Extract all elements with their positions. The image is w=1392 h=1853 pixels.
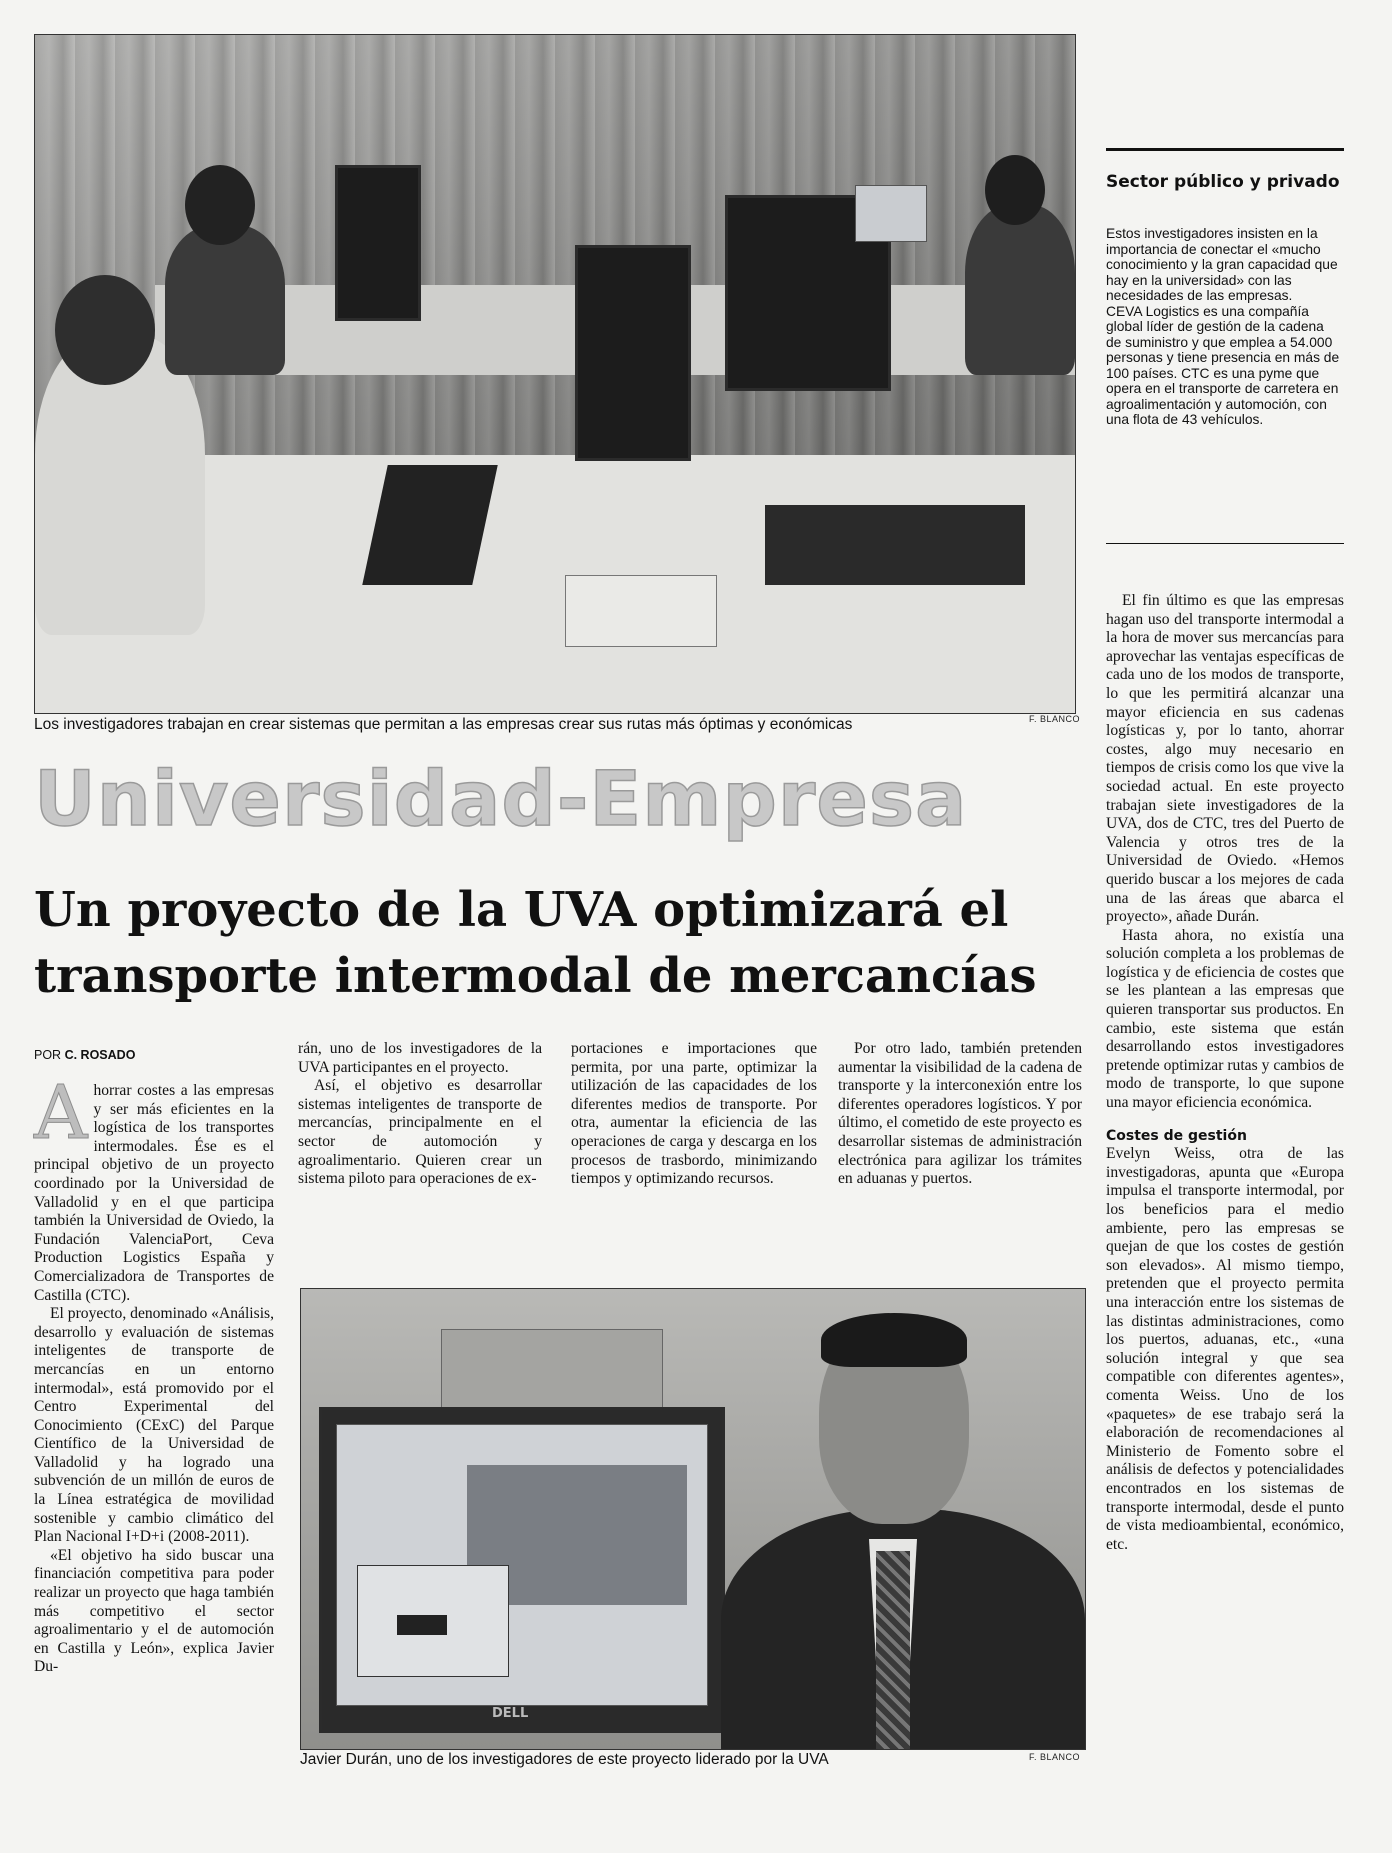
top-photo xyxy=(34,34,1076,714)
byline-prefix: POR xyxy=(34,1048,62,1062)
paragraph: «El objetivo ha sido buscar una financiación competitiva para poder realizar un proyecto que haga también más competitivo el sector agroalimentario y el de automoción en Castilla y León», explica Javier Du- xyxy=(34,1546,274,1676)
sidebar-text xyxy=(1106,226,1342,428)
body-column-4 xyxy=(838,1040,1082,1189)
sidebar-paragraph: Estos investigadores insisten en la importancia de conectar el «mucho conocimiento y la gran capacidad que hay en la universidad» con las necesidades de las empresas. xyxy=(1106,226,1338,303)
monitor-brand: DELL xyxy=(492,1706,529,1721)
body-column-5 xyxy=(1106,592,1344,1554)
body-column-1 xyxy=(34,1070,274,1677)
paragraph: El fin último es que las empresas hagan uso del transporte intermodal a la hora de mover sus mercancías para aprovechar las ventajas específicas de cada uno de los modos de transporte, lo que les permitirá alcanzar una mayor eficiencia en sus cadenas logísticas y, por lo tanto, ahorrar costes, algo muy necesario en tiempos de crisis como los que vive la sociedad actual. En este proyecto trabajan siete investigadores de la UVA, dos de CTC, tres del Puerto de Valencia y otros tres de la Universidad de Oviedo. «Hemos querido buscar a los mejores de cada una de las áreas que abarca el proyecto», añade Durán. xyxy=(1106,592,1344,926)
paragraph: Ahorrar costes a las empresas y ser más eficientes en la logística de los transportes intermodales. Ése es el principal objetivo de un proyecto coordinado por la Universidad de Valladolid y en el que participa también la Universidad de Oviedo, la Fundación ValenciaPort, Ceva Production Logistics España y Comercializadora de Transportes de Castilla (CTC). xyxy=(34,1070,274,1304)
bottom-photo xyxy=(300,1288,1086,1750)
top-photo-credit: F. BLANCO xyxy=(1029,714,1081,724)
headline-line-1: Un proyecto de la UVA optimizará el xyxy=(34,882,1009,938)
drop-cap: A xyxy=(34,1070,88,1156)
byline-author: C. ROSADO xyxy=(64,1048,136,1062)
byline xyxy=(34,1048,135,1062)
headline-line-2: transporte intermodal de mercancías xyxy=(34,948,1037,1004)
paragraph: Evelyn Weiss, otra de las investigadoras, apunta que «Europa impulsa el transporte intermodal, por los beneficios para el medio ambiente, pero las empresas se quejan de que los costes de gestión son elevados». Al mismo tiempo, pretenden que el proyecto permita una interacción entre los sistemas de las distintas administraciones, como los puertos, aduanas, etc., «una solución integral y que sea compatible con diferentes agentes», comenta Weiss. Uno de los «paquetes» de ese trabajo será la elaboración de recomendaciones al Ministerio de Fomento sobre el análisis de defectos y potencialidades encontrados en los sistemas de transporte intermodal, desde el punto de vista medioambiental, económico, etc. xyxy=(1106,1145,1344,1553)
bottom-photo-credit: F. BLANCO xyxy=(1029,1752,1081,1762)
sidebar-paragraph: CEVA Logistics es una compañía global líder de gestión de la cadena de suministro y que emplea a 54.000 personas y tiene presencia en más de 100 países. CTC es una pyme que opera en el transporte de carretera en agroalimentación y automoción, con una flota de 43 vehículos. xyxy=(1106,303,1340,427)
paragraph: Hasta ahora, no existía una solución completa a los problemas de logística y de eficiencia de costes que se les plantean a las empresas que quieren transportar sus productos. En cambio, este sistema que están desarrollando estos investigadores pretende optimizar rutas y cambios de modo de transporte, lo que supone una mayor eficiencia económica. xyxy=(1106,926,1344,1112)
body-column-3 xyxy=(571,1040,817,1189)
monitor xyxy=(319,1407,725,1733)
paragraph: rán, uno de los investigadores de la UVA participantes en el proyecto. xyxy=(298,1040,542,1076)
body-column-2 xyxy=(298,1040,542,1189)
paragraph: Así, el objetivo es desarrollar sistemas inteligentes de transporte de mercancías, principalmente en el sector de automoción y agroalimentario. Quieren crear un sistema piloto para operaciones de ex- xyxy=(298,1077,542,1188)
kicker: Universidad-Empresa xyxy=(34,754,968,843)
paragraph: Por otro lado, también pretenden aumentar la visibilidad de la cadena de transporte y la interconexión entre los diferentes operadores logísticos. Y por último, el cometido de este proyecto es desarrollar sistemas de administración electrónica para agilizar los trámites en aduanas y puertos. xyxy=(838,1040,1082,1188)
sidebar-bottom-rule xyxy=(1106,543,1344,544)
paragraph: portaciones e importaciones que permita, por una parte, optimizar la utilización de las capacidades de los diferentes medios de transporte. Por otra, aumentar la eficiencia de las operaciones de carga y descarga en los procesos de trasbordo, minimizando tiempos y optimizando recursos. xyxy=(571,1040,817,1188)
paragraph: El proyecto, denominado «Análisis, desarrollo y evaluación de sistemas inteligentes de transporte de mercancías en un entorno intermodal», está promovido por el Centro Experimental del Conocimiento (CExC) del Parque Científico de la Universidad de Valladolid y ha logrado una subvención de un millón de euros de la Línea estratégica de movilidad sostenible y cambio climático del Plan Nacional I+D+i (2008-2011). xyxy=(34,1305,274,1546)
bottom-photo-caption: Javier Durán, uno de los investigadores de este proyecto liderado por la UVA xyxy=(300,1751,829,1768)
subhead-costes: Costes de gestión xyxy=(1106,1127,1247,1144)
sidebar-title: Sector público y privado xyxy=(1106,172,1340,192)
top-photo-caption: Los investigadores trabajan en crear sistemas que permitan a las empresas crear sus rutas más óptimas y económicas xyxy=(34,716,853,733)
sidebar-top-rule xyxy=(1106,148,1344,151)
